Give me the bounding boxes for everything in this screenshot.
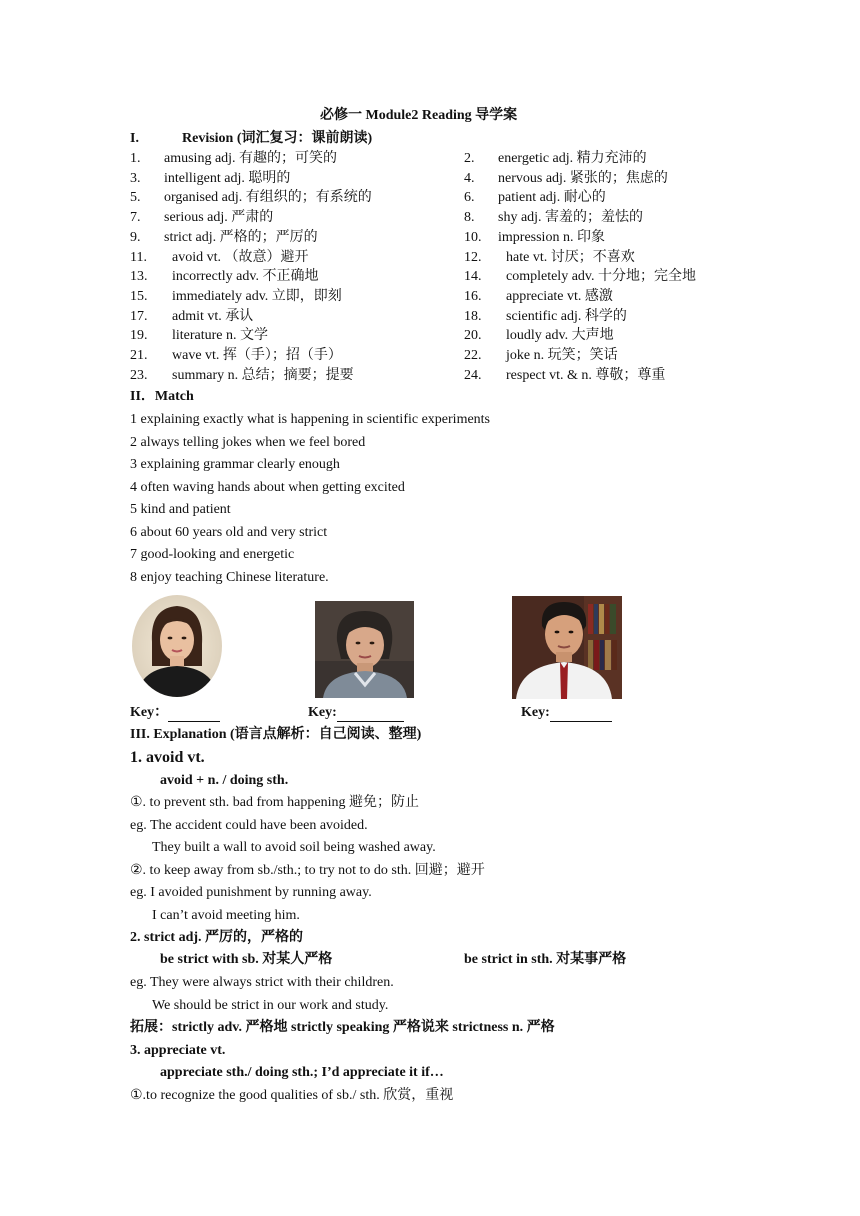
section-match-heading: II．Match xyxy=(130,389,194,404)
vocab-number: 22. xyxy=(464,348,482,363)
vocab-entry: organised adj. 有组织的；有系统的 xyxy=(164,190,372,206)
point-avoid-title: 1. avoid vt. xyxy=(130,749,205,766)
vocab-number: 4. xyxy=(464,170,475,186)
vocab-entry: summary n. 总结；摘要；提要 xyxy=(172,367,354,383)
vocab-number: 21. xyxy=(130,348,148,363)
vocab-entry: completely adv. 十分地；完全地 xyxy=(506,269,697,285)
vocab-entry: appreciate vt. 感激 xyxy=(506,288,613,304)
vocab-number: 3. xyxy=(130,170,141,186)
teacher-photo-man xyxy=(512,596,622,699)
vocab-number: 10. xyxy=(464,229,482,245)
point-avoid-definition-1: ①. to prevent sth. bad from happening 避免；防止 xyxy=(130,795,420,810)
vocab-row xyxy=(0,229,860,249)
vocab-number: 6. xyxy=(464,190,475,206)
teacher-photo-woman-young xyxy=(130,594,224,698)
section-revision-numeral: I. xyxy=(130,131,139,146)
vocab-row xyxy=(0,189,860,209)
vocab-entry: amusing adj. 有趣的；可笑的 xyxy=(164,151,338,166)
point-strict-example: eg. They were always strict with their children. xyxy=(130,975,394,990)
vocab-entry: hate vt. 讨厌；不喜欢 xyxy=(506,249,635,265)
key-label-3: Key: xyxy=(521,704,612,722)
vocab-number: 2. xyxy=(464,151,475,166)
match-item: 7 good-looking and energetic xyxy=(130,547,295,562)
section-explanation-heading: III. Explanation (语言点解析：自己阅读、整理) xyxy=(130,727,422,742)
point-avoid-definition-2: ②. to keep away from sb./sth.; to try not to do sth. 回避；避开 xyxy=(130,863,485,878)
vocab-row xyxy=(0,209,860,229)
key-blank-3[interactable] xyxy=(550,707,612,722)
vocab-entry: immediately adv. 立即，即刻 xyxy=(172,288,342,304)
vocab-row xyxy=(0,288,860,308)
vocab-number: 24. xyxy=(464,367,482,383)
vocab-entry: strict adj. 严格的；严厉的 xyxy=(164,229,318,245)
match-item: 2 always telling jokes when we feel bored xyxy=(130,435,366,450)
vocab-row xyxy=(0,268,860,288)
point-appreciate-usage: appreciate sth./ doing sth.; I’d appreciate it if… xyxy=(160,1065,444,1080)
point-avoid-example: eg. The accident could have been avoided. xyxy=(130,818,368,833)
match-item: 5 kind and patient xyxy=(130,502,231,517)
vocab-entry: intelligent adj. 聪明的 xyxy=(164,170,291,186)
point-avoid-example: They built a wall to avoid soil being washed away. xyxy=(152,840,436,855)
point-strict-usage-a: be strict with sb. 对某人严格 xyxy=(160,952,333,967)
vocab-number: 18. xyxy=(464,308,482,324)
vocab-entry: literature n. 文学 xyxy=(172,328,269,344)
section-revision-heading: Revision (词汇复习：课前朗读) xyxy=(182,131,373,146)
vocab-entry: scientific adj. 科学的 xyxy=(506,308,627,324)
match-item: 1 explaining exactly what is happening in scientific experiments xyxy=(130,412,491,427)
vocab-row xyxy=(0,327,860,347)
vocab-entry: shy adj. 害羞的；羞怯的 xyxy=(498,210,644,226)
point-strict-title: 2. strict adj. 严厉的，严格的 xyxy=(130,930,304,945)
match-item: 3 explaining grammar clearly enough xyxy=(130,457,340,472)
point-strict-example: We should be strict in our work and study. xyxy=(152,998,389,1013)
vocab-number: 5. xyxy=(130,190,141,206)
point-avoid-example: eg. I avoided punishment by running away. xyxy=(130,885,372,900)
vocab-entry: nervous adj. 紧张的；焦虑的 xyxy=(498,170,668,186)
vocab-entry: loudly adv. 大声地 xyxy=(506,328,614,344)
vocab-entry: admit vt. 承认 xyxy=(172,308,254,324)
vocab-row xyxy=(0,170,860,190)
vocab-number: 17. xyxy=(130,308,148,324)
key-blank-2[interactable] xyxy=(337,707,404,722)
vocab-row xyxy=(0,308,860,328)
vocab-entry: wave vt. 挥（手）；招（手） xyxy=(172,348,342,363)
vocab-row xyxy=(0,367,860,387)
point-strict-extension: 拓展：strictly adv. 严格地 strictly speaking 严格说来 strictness n. 严格 xyxy=(130,1020,555,1035)
vocab-number: 12. xyxy=(464,249,482,265)
vocab-number: 23. xyxy=(130,367,148,383)
vocab-number: 7. xyxy=(130,210,141,226)
vocab-entry: respect vt. & n. 尊敬；尊重 xyxy=(506,367,666,383)
vocab-entry: energetic adj. 精力充沛的 xyxy=(498,151,647,166)
vocab-number: 13. xyxy=(130,269,148,285)
vocab-number: 15. xyxy=(130,288,148,304)
match-item: 8 enjoy teaching Chinese literature. xyxy=(130,570,329,585)
vocab-number: 11. xyxy=(130,249,147,265)
vocab-number: 9. xyxy=(130,229,141,245)
key-blank-1[interactable] xyxy=(168,707,220,722)
vocab-entry: joke n. 玩笑；笑话 xyxy=(506,348,618,363)
point-avoid-example: I can’t avoid meeting him. xyxy=(152,908,300,923)
vocab-number: 16. xyxy=(464,288,482,304)
vocab-number: 14. xyxy=(464,269,482,285)
vocab-number: 8. xyxy=(464,210,475,226)
vocab-number: 20. xyxy=(464,328,482,344)
vocab-number: 19. xyxy=(130,328,148,344)
point-strict-usage-b: be strict in sth. 对某事严格 xyxy=(464,952,627,967)
point-appreciate-title: 3. appreciate vt. xyxy=(130,1043,226,1058)
key-label-1: Key： xyxy=(130,704,220,722)
vocab-entry: avoid vt. （故意）避开 xyxy=(172,249,309,265)
vocab-number: 1. xyxy=(130,151,141,166)
vocab-entry: impression n. 印象 xyxy=(498,229,605,245)
match-item: 4 often waving hands about when getting excited xyxy=(130,480,405,495)
vocab-entry: serious adj. 严肃的 xyxy=(164,210,274,226)
teacher-photo-woman-older xyxy=(315,601,414,698)
vocab-entry: incorrectly adv. 不正确地 xyxy=(172,269,319,285)
key-label-2: Key: xyxy=(308,704,404,722)
point-appreciate-definition-1: ①.to recognize the good qualities of sb./ sth. 欣赏，重视 xyxy=(130,1088,454,1103)
vocab-entry: patient adj. 耐心的 xyxy=(498,190,606,206)
point-avoid-usage: avoid + n. / doing sth. xyxy=(160,773,289,788)
vocab-row xyxy=(0,347,860,367)
match-item: 6 about 60 years old and very strict xyxy=(130,525,328,540)
vocab-row xyxy=(0,150,860,170)
page-title: 必修一 Module2 Reading 导学案 xyxy=(320,108,518,123)
vocab-row xyxy=(0,249,860,269)
